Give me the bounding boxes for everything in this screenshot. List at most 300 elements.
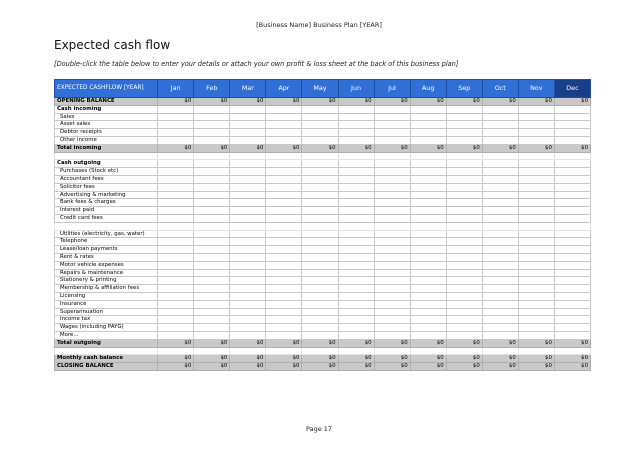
table-cell[interactable]: [554, 246, 590, 254]
table-cell[interactable]: [482, 129, 518, 137]
table-cell[interactable]: [302, 129, 338, 137]
table-cell[interactable]: [518, 121, 554, 129]
table-cell[interactable]: $0: [338, 339, 374, 347]
table-cell[interactable]: $0: [266, 98, 302, 106]
table-cell[interactable]: [554, 261, 590, 269]
table-cell[interactable]: [482, 261, 518, 269]
table-cell[interactable]: [410, 136, 446, 144]
table-cell[interactable]: [230, 261, 266, 269]
table-cell[interactable]: [446, 222, 482, 230]
table-cell[interactable]: [374, 207, 410, 215]
table-cell[interactable]: [302, 222, 338, 230]
table-cell[interactable]: [374, 269, 410, 277]
table-cell[interactable]: [302, 324, 338, 332]
table-cell[interactable]: [410, 129, 446, 137]
table-cell[interactable]: [482, 230, 518, 238]
table-cell[interactable]: $0: [482, 144, 518, 152]
table-cell[interactable]: [446, 308, 482, 316]
table-cell[interactable]: $0: [230, 98, 266, 106]
table-cell[interactable]: [158, 308, 194, 316]
table-cell[interactable]: [446, 246, 482, 254]
table-cell[interactable]: [518, 230, 554, 238]
table-cell[interactable]: [266, 347, 302, 355]
table-cell[interactable]: $0: [266, 339, 302, 347]
table-cell[interactable]: [374, 253, 410, 261]
table-cell[interactable]: $0: [338, 355, 374, 363]
table-cell[interactable]: [554, 269, 590, 277]
table-cell[interactable]: [482, 308, 518, 316]
table-cell[interactable]: [482, 105, 518, 113]
table-cell[interactable]: [266, 238, 302, 246]
table-cell[interactable]: [230, 300, 266, 308]
table-cell[interactable]: [266, 324, 302, 332]
table-cell[interactable]: [158, 246, 194, 254]
table-cell[interactable]: $0: [338, 363, 374, 371]
table-cell[interactable]: [158, 277, 194, 285]
table-cell[interactable]: [482, 292, 518, 300]
table-cell[interactable]: [158, 121, 194, 129]
table-cell[interactable]: $0: [554, 144, 590, 152]
table-cell[interactable]: [410, 207, 446, 215]
table-cell[interactable]: [374, 285, 410, 293]
table-cell[interactable]: [446, 331, 482, 339]
table-cell[interactable]: [410, 261, 446, 269]
table-cell[interactable]: $0: [158, 144, 194, 152]
table-cell[interactable]: [518, 324, 554, 332]
table-cell[interactable]: [230, 285, 266, 293]
table-cell[interactable]: [554, 222, 590, 230]
table-cell[interactable]: $0: [410, 98, 446, 106]
table-cell[interactable]: [518, 199, 554, 207]
table-cell[interactable]: [230, 183, 266, 191]
table-cell[interactable]: [410, 152, 446, 160]
table-cell[interactable]: [374, 230, 410, 238]
table-cell[interactable]: [302, 105, 338, 113]
table-cell[interactable]: [302, 183, 338, 191]
table-cell[interactable]: [194, 285, 230, 293]
table-cell[interactable]: [266, 113, 302, 121]
table-cell[interactable]: [230, 253, 266, 261]
table-cell[interactable]: [302, 168, 338, 176]
table-cell[interactable]: [230, 160, 266, 168]
table-cell[interactable]: [374, 238, 410, 246]
table-cell[interactable]: [482, 285, 518, 293]
table-cell[interactable]: [518, 308, 554, 316]
table-cell[interactable]: [266, 160, 302, 168]
table-cell[interactable]: [158, 175, 194, 183]
table-cell[interactable]: [410, 214, 446, 222]
table-cell[interactable]: $0: [194, 363, 230, 371]
table-cell[interactable]: [230, 331, 266, 339]
table-cell[interactable]: [554, 324, 590, 332]
table-cell[interactable]: [230, 199, 266, 207]
table-cell[interactable]: [374, 292, 410, 300]
table-cell[interactable]: [482, 160, 518, 168]
table-cell[interactable]: [518, 214, 554, 222]
table-cell[interactable]: [230, 113, 266, 121]
table-cell[interactable]: $0: [482, 363, 518, 371]
table-cell[interactable]: [446, 238, 482, 246]
table-cell[interactable]: [194, 292, 230, 300]
table-cell[interactable]: [158, 238, 194, 246]
table-cell[interactable]: $0: [446, 339, 482, 347]
table-cell[interactable]: [410, 316, 446, 324]
table-cell[interactable]: [554, 331, 590, 339]
table-cell[interactable]: $0: [446, 355, 482, 363]
table-cell[interactable]: [482, 175, 518, 183]
table-cell[interactable]: [158, 129, 194, 137]
table-cell[interactable]: [158, 168, 194, 176]
table-cell[interactable]: [374, 113, 410, 121]
table-cell[interactable]: [302, 199, 338, 207]
table-cell[interactable]: [158, 222, 194, 230]
table-cell[interactable]: $0: [302, 98, 338, 106]
table-cell[interactable]: [302, 308, 338, 316]
table-cell[interactable]: [518, 175, 554, 183]
table-cell[interactable]: [302, 175, 338, 183]
table-cell[interactable]: [446, 168, 482, 176]
table-cell[interactable]: [338, 129, 374, 137]
table-cell[interactable]: $0: [518, 355, 554, 363]
table-cell[interactable]: [158, 105, 194, 113]
table-cell[interactable]: [194, 207, 230, 215]
table-cell[interactable]: $0: [374, 98, 410, 106]
table-cell[interactable]: [230, 269, 266, 277]
table-cell[interactable]: $0: [266, 355, 302, 363]
table-cell[interactable]: [230, 175, 266, 183]
table-cell[interactable]: [338, 300, 374, 308]
table-cell[interactable]: $0: [410, 339, 446, 347]
table-cell[interactable]: $0: [374, 144, 410, 152]
table-cell[interactable]: [410, 292, 446, 300]
table-cell[interactable]: [230, 246, 266, 254]
table-cell[interactable]: [194, 246, 230, 254]
table-cell[interactable]: [158, 324, 194, 332]
table-cell[interactable]: [194, 269, 230, 277]
table-cell[interactable]: [266, 168, 302, 176]
table-cell[interactable]: [554, 316, 590, 324]
table-cell[interactable]: [338, 285, 374, 293]
table-cell[interactable]: $0: [230, 144, 266, 152]
table-cell[interactable]: [194, 230, 230, 238]
table-cell[interactable]: [302, 277, 338, 285]
table-cell[interactable]: [374, 160, 410, 168]
table-cell[interactable]: [446, 191, 482, 199]
table-cell[interactable]: [158, 207, 194, 215]
table-cell[interactable]: [194, 261, 230, 269]
table-cell[interactable]: [446, 160, 482, 168]
table-cell[interactable]: [482, 238, 518, 246]
table-cell[interactable]: [302, 113, 338, 121]
table-cell[interactable]: [338, 168, 374, 176]
table-cell[interactable]: [410, 331, 446, 339]
table-cell[interactable]: [554, 199, 590, 207]
table-cell[interactable]: [410, 238, 446, 246]
table-cell[interactable]: [374, 136, 410, 144]
table-cell[interactable]: [554, 121, 590, 129]
table-cell[interactable]: [302, 121, 338, 129]
table-cell[interactable]: [266, 285, 302, 293]
table-cell[interactable]: [518, 285, 554, 293]
table-cell[interactable]: [446, 316, 482, 324]
table-cell[interactable]: [266, 292, 302, 300]
table-cell[interactable]: [158, 285, 194, 293]
table-cell[interactable]: [194, 300, 230, 308]
table-cell[interactable]: [158, 152, 194, 160]
table-cell[interactable]: [374, 183, 410, 191]
table-cell[interactable]: [338, 261, 374, 269]
table-cell[interactable]: [302, 269, 338, 277]
table-cell[interactable]: $0: [338, 98, 374, 106]
table-cell[interactable]: [374, 324, 410, 332]
table-cell[interactable]: [230, 308, 266, 316]
table-cell[interactable]: [374, 214, 410, 222]
table-cell[interactable]: [230, 129, 266, 137]
table-cell[interactable]: [446, 324, 482, 332]
table-cell[interactable]: [338, 324, 374, 332]
table-cell[interactable]: [410, 113, 446, 121]
table-cell[interactable]: [482, 300, 518, 308]
table-cell[interactable]: [194, 160, 230, 168]
table-cell[interactable]: [230, 222, 266, 230]
table-cell[interactable]: [302, 285, 338, 293]
table-cell[interactable]: [338, 160, 374, 168]
table-cell[interactable]: [446, 199, 482, 207]
table-cell[interactable]: [446, 207, 482, 215]
table-cell[interactable]: $0: [194, 339, 230, 347]
table-cell[interactable]: [338, 269, 374, 277]
table-cell[interactable]: [518, 105, 554, 113]
table-cell[interactable]: [194, 316, 230, 324]
table-cell[interactable]: [374, 105, 410, 113]
table-cell[interactable]: [230, 207, 266, 215]
table-cell[interactable]: [266, 175, 302, 183]
table-cell[interactable]: [518, 300, 554, 308]
table-cell[interactable]: [518, 183, 554, 191]
table-cell[interactable]: [554, 308, 590, 316]
table-cell[interactable]: [446, 292, 482, 300]
table-cell[interactable]: [410, 191, 446, 199]
table-cell[interactable]: [338, 222, 374, 230]
table-cell[interactable]: [338, 214, 374, 222]
table-cell[interactable]: [194, 183, 230, 191]
table-cell[interactable]: [338, 246, 374, 254]
table-cell[interactable]: [266, 105, 302, 113]
table-cell[interactable]: [446, 285, 482, 293]
table-cell[interactable]: [158, 347, 194, 355]
table-cell[interactable]: [158, 253, 194, 261]
table-cell[interactable]: [158, 136, 194, 144]
table-cell[interactable]: [410, 183, 446, 191]
table-cell[interactable]: [410, 199, 446, 207]
table-cell[interactable]: [338, 292, 374, 300]
table-cell[interactable]: [518, 129, 554, 137]
table-cell[interactable]: [158, 300, 194, 308]
table-cell[interactable]: [338, 277, 374, 285]
table-cell[interactable]: [194, 175, 230, 183]
table-cell[interactable]: [374, 277, 410, 285]
table-cell[interactable]: $0: [230, 339, 266, 347]
table-cell[interactable]: [518, 113, 554, 121]
table-cell[interactable]: $0: [482, 339, 518, 347]
table-cell[interactable]: $0: [554, 98, 590, 106]
table-cell[interactable]: [194, 121, 230, 129]
table-cell[interactable]: [554, 160, 590, 168]
table-cell[interactable]: [554, 300, 590, 308]
table-cell[interactable]: [410, 277, 446, 285]
table-cell[interactable]: [482, 253, 518, 261]
table-cell[interactable]: [266, 191, 302, 199]
table-cell[interactable]: [518, 136, 554, 144]
table-cell[interactable]: $0: [302, 339, 338, 347]
table-cell[interactable]: [194, 214, 230, 222]
table-cell[interactable]: [338, 316, 374, 324]
table-cell[interactable]: [302, 230, 338, 238]
table-cell[interactable]: [194, 324, 230, 332]
table-cell[interactable]: [374, 316, 410, 324]
table-cell[interactable]: [194, 222, 230, 230]
table-cell[interactable]: [230, 292, 266, 300]
table-cell[interactable]: [410, 308, 446, 316]
table-cell[interactable]: [302, 207, 338, 215]
table-cell[interactable]: [482, 136, 518, 144]
table-cell[interactable]: [338, 347, 374, 355]
table-cell[interactable]: $0: [446, 98, 482, 106]
table-cell[interactable]: [518, 347, 554, 355]
table-cell[interactable]: [446, 300, 482, 308]
table-cell[interactable]: [554, 175, 590, 183]
table-cell[interactable]: [158, 113, 194, 121]
table-cell[interactable]: [482, 191, 518, 199]
table-cell[interactable]: [374, 331, 410, 339]
table-cell[interactable]: [446, 230, 482, 238]
table-cell[interactable]: [482, 113, 518, 121]
table-cell[interactable]: [338, 253, 374, 261]
table-cell[interactable]: [518, 222, 554, 230]
table-cell[interactable]: $0: [338, 144, 374, 152]
table-cell[interactable]: [302, 292, 338, 300]
table-cell[interactable]: [302, 347, 338, 355]
cashflow-table[interactable]: [54, 79, 591, 371]
table-cell[interactable]: [266, 199, 302, 207]
table-cell[interactable]: $0: [446, 363, 482, 371]
table-cell[interactable]: [554, 285, 590, 293]
table-cell[interactable]: [194, 308, 230, 316]
table-cell[interactable]: [302, 253, 338, 261]
table-cell[interactable]: [194, 238, 230, 246]
table-cell[interactable]: [554, 277, 590, 285]
table-cell[interactable]: [482, 269, 518, 277]
table-cell[interactable]: $0: [482, 98, 518, 106]
table-cell[interactable]: $0: [302, 144, 338, 152]
table-cell[interactable]: [230, 316, 266, 324]
table-cell[interactable]: [266, 230, 302, 238]
table-cell[interactable]: [194, 347, 230, 355]
table-cell[interactable]: [374, 121, 410, 129]
table-cell[interactable]: [518, 238, 554, 246]
table-cell[interactable]: [482, 121, 518, 129]
table-cell[interactable]: [446, 105, 482, 113]
table-cell[interactable]: [302, 136, 338, 144]
table-cell[interactable]: [410, 300, 446, 308]
table-cell[interactable]: [266, 253, 302, 261]
table-cell[interactable]: [230, 238, 266, 246]
table-cell[interactable]: [518, 331, 554, 339]
table-cell[interactable]: [338, 136, 374, 144]
table-cell[interactable]: $0: [266, 144, 302, 152]
table-cell[interactable]: [554, 136, 590, 144]
table-cell[interactable]: [266, 300, 302, 308]
table-cell[interactable]: [446, 183, 482, 191]
table-cell[interactable]: [266, 269, 302, 277]
table-cell[interactable]: [518, 277, 554, 285]
table-cell[interactable]: [482, 152, 518, 160]
table-cell[interactable]: [338, 238, 374, 246]
table-cell[interactable]: [194, 199, 230, 207]
table-cell[interactable]: $0: [158, 339, 194, 347]
table-cell[interactable]: [266, 214, 302, 222]
table-cell[interactable]: [446, 129, 482, 137]
table-cell[interactable]: [410, 347, 446, 355]
table-cell[interactable]: [374, 168, 410, 176]
table-cell[interactable]: [338, 113, 374, 121]
table-cell[interactable]: [554, 168, 590, 176]
table-cell[interactable]: [194, 168, 230, 176]
table-cell[interactable]: [554, 183, 590, 191]
table-cell[interactable]: [410, 253, 446, 261]
table-cell[interactable]: [446, 214, 482, 222]
table-cell[interactable]: [158, 214, 194, 222]
table-cell[interactable]: $0: [194, 355, 230, 363]
table-cell[interactable]: [230, 105, 266, 113]
table-cell[interactable]: [554, 129, 590, 137]
table-cell[interactable]: [194, 113, 230, 121]
table-cell[interactable]: $0: [374, 363, 410, 371]
table-cell[interactable]: [194, 253, 230, 261]
table-cell[interactable]: [158, 191, 194, 199]
table-cell[interactable]: [518, 207, 554, 215]
table-cell[interactable]: [482, 168, 518, 176]
table-cell[interactable]: [230, 277, 266, 285]
table-cell[interactable]: [518, 246, 554, 254]
table-cell[interactable]: [554, 207, 590, 215]
table-cell[interactable]: [194, 105, 230, 113]
table-cell[interactable]: [158, 183, 194, 191]
table-cell[interactable]: $0: [410, 144, 446, 152]
table-cell[interactable]: $0: [518, 98, 554, 106]
table-cell[interactable]: [554, 191, 590, 199]
table-cell[interactable]: [302, 238, 338, 246]
table-cell[interactable]: [266, 207, 302, 215]
table-cell[interactable]: $0: [374, 339, 410, 347]
table-cell[interactable]: [158, 230, 194, 238]
table-cell[interactable]: [554, 292, 590, 300]
table-cell[interactable]: [302, 152, 338, 160]
table-cell[interactable]: $0: [374, 355, 410, 363]
table-cell[interactable]: $0: [482, 355, 518, 363]
table-cell[interactable]: [194, 152, 230, 160]
table-cell[interactable]: [158, 269, 194, 277]
table-cell[interactable]: [266, 316, 302, 324]
table-cell[interactable]: [338, 121, 374, 129]
table-cell[interactable]: [302, 214, 338, 222]
table-cell[interactable]: [230, 152, 266, 160]
table-cell[interactable]: [374, 129, 410, 137]
table-cell[interactable]: $0: [158, 355, 194, 363]
table-cell[interactable]: [338, 191, 374, 199]
table-cell[interactable]: $0: [158, 98, 194, 106]
table-cell[interactable]: [518, 269, 554, 277]
